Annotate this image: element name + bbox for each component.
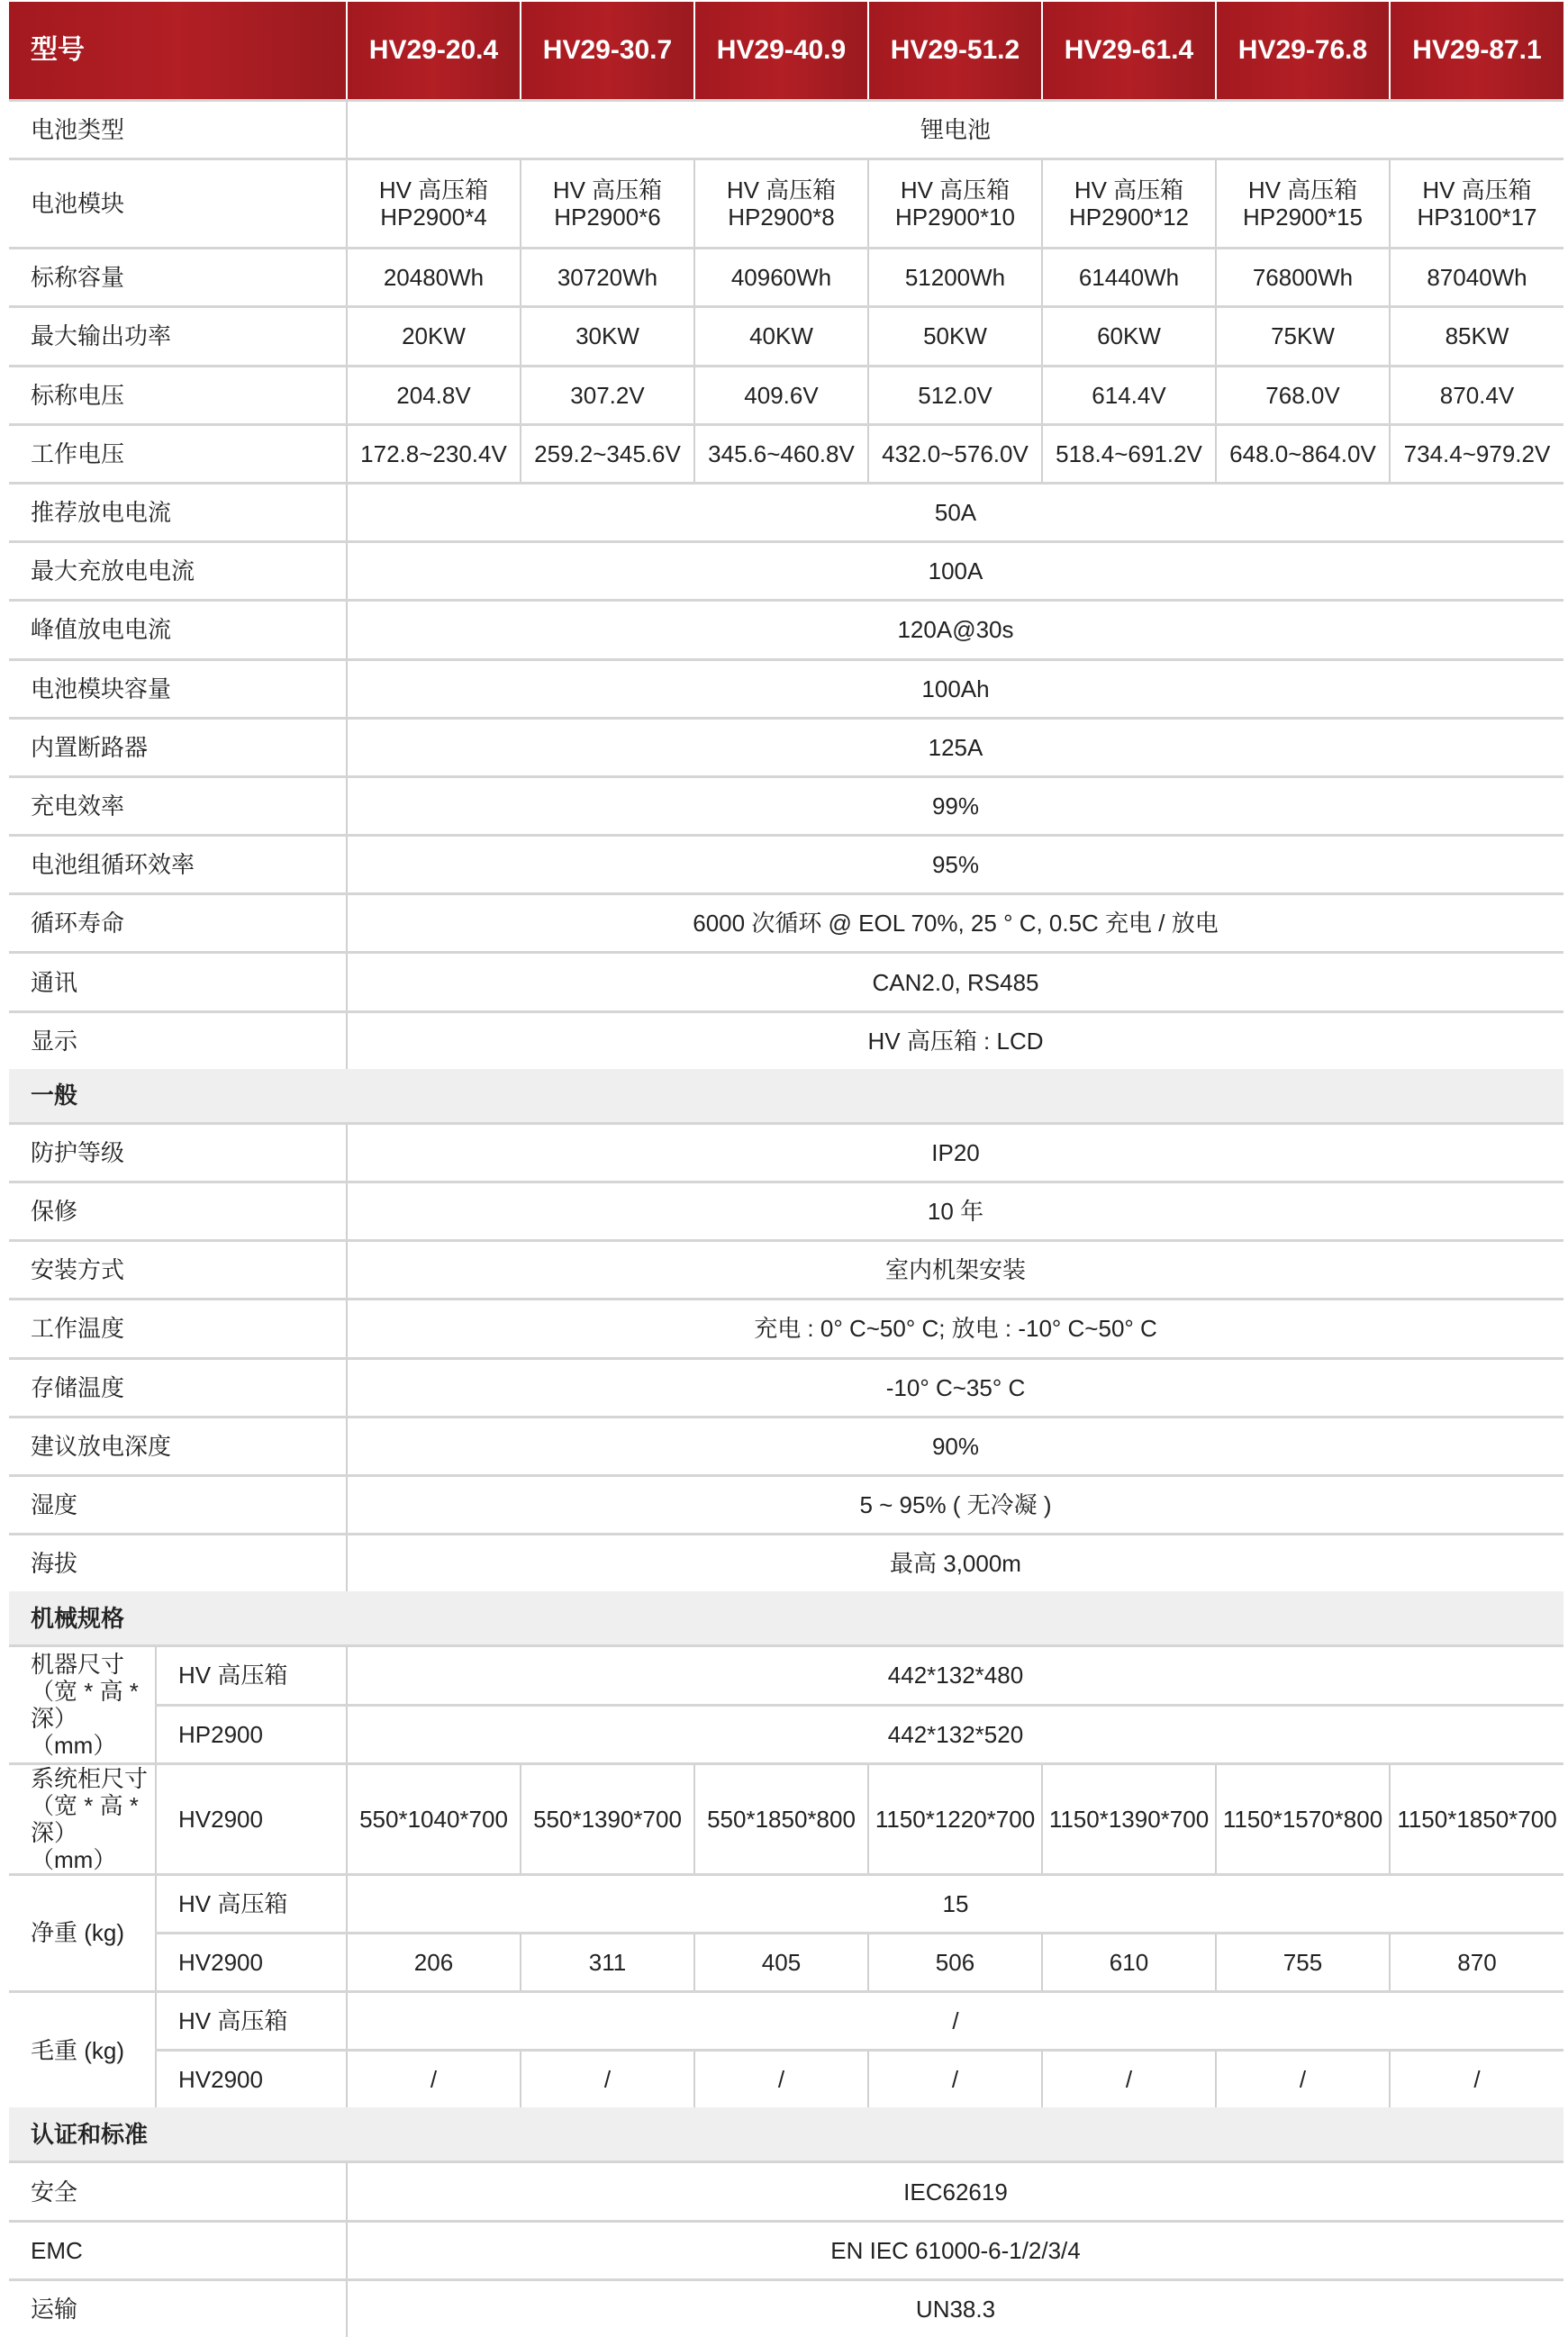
row-value: / [1390, 2051, 1563, 2108]
section-title: 认证和标准 [9, 2107, 1563, 2162]
row-value: 307.2V [521, 366, 694, 424]
row-label: 工作温度 [9, 1300, 347, 1358]
row-label: 毛重 (kg) [9, 1992, 156, 2108]
row-value: 550*1850*800 [694, 1763, 868, 1874]
spec-row [9, 483, 1563, 541]
row-value: / [1042, 2051, 1216, 2108]
row-label: 标称容量 [9, 249, 347, 307]
row-value: 60KW [1042, 307, 1216, 366]
row-label: 运输 [9, 2279, 347, 2337]
row-sublabel: HV 高压箱 [156, 1992, 347, 2051]
row-label: 安全 [9, 2162, 347, 2221]
row-label: 充电效率 [9, 776, 347, 835]
row-value: 6000 次循环 @ EOL 70%, 25 ° C, 0.5C 充电 / 放电 [347, 894, 1563, 953]
model-header: HV29-20.4 [347, 2, 521, 101]
spec-row [9, 1358, 1563, 1417]
row-value: 512.0V [868, 366, 1042, 424]
row-value: EN IEC 61000-6-1/2/3/4 [347, 2221, 1563, 2279]
row-label: 电池类型 [9, 101, 347, 159]
row-value: 40KW [694, 307, 868, 366]
row-value: 75KW [1216, 307, 1390, 366]
row-label: 保修 [9, 1182, 347, 1241]
row-value: 870 [1390, 1933, 1563, 1991]
row-sublabel: HP2900 [156, 1705, 347, 1763]
row-value: 95% [347, 836, 1563, 894]
row-label: 通讯 [9, 953, 347, 1011]
spec-row [9, 1763, 1563, 1874]
row-label: 存储温度 [9, 1358, 347, 1417]
row-value: 90% [347, 1417, 1563, 1475]
row-value: / [521, 2051, 694, 2108]
row-value: / [347, 2051, 521, 2108]
row-label: 显示 [9, 1011, 347, 1069]
model-header: HV29-40.9 [694, 2, 868, 101]
spec-row [9, 836, 1563, 894]
row-value: 409.6V [694, 366, 868, 424]
spec-row [9, 1475, 1563, 1534]
row-value: HV 高压箱 : LCD [347, 1011, 1563, 1069]
row-value: 76800Wh [1216, 249, 1390, 307]
row-value: 120A@30s [347, 601, 1563, 659]
row-value: / [1216, 2051, 1390, 2108]
row-value: 100Ah [347, 659, 1563, 718]
row-value: 614.4V [1042, 366, 1216, 424]
row-value: 1150*1220*700 [868, 1763, 1042, 1874]
row-label: 安装方式 [9, 1241, 347, 1300]
row-value: 充电 : 0° C~50° C; 放电 : -10° C~50° C [347, 1300, 1563, 1358]
row-value: 30KW [521, 307, 694, 366]
row-value: 172.8~230.4V [347, 424, 521, 483]
row-value: / [347, 1992, 1563, 2051]
row-value: 768.0V [1216, 366, 1390, 424]
row-value: 15 [347, 1874, 1563, 1933]
row-value: HV 高压箱 HP2900*4 [347, 159, 521, 249]
row-value: 125A [347, 718, 1563, 776]
row-value: 755 [1216, 1933, 1390, 1991]
row-value: HV 高压箱 HP2900*8 [694, 159, 868, 249]
row-value: 50KW [868, 307, 1042, 366]
spec-row [9, 1992, 1563, 2051]
row-label: 循环寿命 [9, 894, 347, 953]
row-value: 100A [347, 542, 1563, 601]
model-header: HV29-30.7 [521, 2, 694, 101]
section-row [9, 1069, 1563, 1124]
row-value: 50A [347, 483, 1563, 541]
row-value: 345.6~460.8V [694, 424, 868, 483]
row-value: 20KW [347, 307, 521, 366]
row-value: 20480Wh [347, 249, 521, 307]
row-value: HV 高压箱 HP2900*10 [868, 159, 1042, 249]
row-value: 85KW [1390, 307, 1563, 366]
spec-row [9, 776, 1563, 835]
row-value: 30720Wh [521, 249, 694, 307]
header-row [9, 2, 1563, 101]
row-value: IP20 [347, 1123, 1563, 1182]
row-value: 锂电池 [347, 101, 1563, 159]
section-row [9, 1591, 1563, 1646]
row-label: 推荐放电电流 [9, 483, 347, 541]
row-label: 建议放电深度 [9, 1417, 347, 1475]
model-header: HV29-76.8 [1216, 2, 1390, 101]
row-label: EMC [9, 2221, 347, 2279]
spec-row [9, 1182, 1563, 1241]
row-value: 87040Wh [1390, 249, 1563, 307]
row-value: 最高 3,000m [347, 1535, 1563, 1592]
row-label: 湿度 [9, 1475, 347, 1534]
row-label: 净重 (kg) [9, 1874, 156, 1991]
row-value: HV 高压箱 HP2900*15 [1216, 159, 1390, 249]
spec-row [9, 249, 1563, 307]
row-label: 工作电压 [9, 424, 347, 483]
header-label: 型号 [9, 2, 347, 101]
row-value: 870.4V [1390, 366, 1563, 424]
row-sublabel: HV2900 [156, 1933, 347, 1991]
row-value: 518.4~691.2V [1042, 424, 1216, 483]
spec-row [9, 894, 1563, 953]
row-label: 电池组循环效率 [9, 836, 347, 894]
row-label: 最大充放电电流 [9, 542, 347, 601]
row-value: 1150*1570*800 [1216, 1763, 1390, 1874]
row-value: 1150*1390*700 [1042, 1763, 1216, 1874]
spec-row [9, 1241, 1563, 1300]
spec-row [9, 601, 1563, 659]
row-sublabel: HV2900 [156, 2051, 347, 2108]
spec-row [9, 1646, 1563, 1705]
spec-row [9, 953, 1563, 1011]
row-label: 最大输出功率 [9, 307, 347, 366]
spec-row [9, 1933, 1563, 1991]
row-value: HV 高压箱 HP2900*6 [521, 159, 694, 249]
spec-body [9, 101, 1563, 2337]
model-header: HV29-87.1 [1390, 2, 1563, 101]
section-row [9, 2107, 1563, 2162]
row-value: HV 高压箱 HP3100*17 [1390, 159, 1563, 249]
row-value: 1150*1850*700 [1390, 1763, 1563, 1874]
row-value: 259.2~345.6V [521, 424, 694, 483]
row-value: 550*1040*700 [347, 1763, 521, 1874]
row-label: 海拔 [9, 1535, 347, 1592]
row-value: / [694, 2051, 868, 2108]
spec-row [9, 1123, 1563, 1182]
spec-row [9, 307, 1563, 366]
row-label: 内置断路器 [9, 718, 347, 776]
spec-row [9, 1300, 1563, 1358]
spec-table [9, 2, 1563, 2337]
row-value: 610 [1042, 1933, 1216, 1991]
spec-row [9, 659, 1563, 718]
spec-row [9, 424, 1563, 483]
spec-row [9, 1011, 1563, 1069]
row-label: 防护等级 [9, 1123, 347, 1182]
row-value: 734.4~979.2V [1390, 424, 1563, 483]
row-value: 442*132*480 [347, 1646, 1563, 1705]
row-value: IEC62619 [347, 2162, 1563, 2221]
row-value: 5 ~ 95% ( 无冷凝 ) [347, 1475, 1563, 1534]
spec-row [9, 101, 1563, 159]
row-label: 电池模块容量 [9, 659, 347, 718]
spec-row [9, 2221, 1563, 2279]
row-value: 506 [868, 1933, 1042, 1991]
section-title: 一般 [9, 1069, 1563, 1124]
row-value: 室内机架安装 [347, 1241, 1563, 1300]
spec-row [9, 2279, 1563, 2337]
row-label: 电池模块 [9, 159, 347, 249]
spec-row [9, 1535, 1563, 1592]
spec-row [9, 1417, 1563, 1475]
row-value: 61440Wh [1042, 249, 1216, 307]
row-value: 405 [694, 1933, 868, 1991]
row-value: 204.8V [347, 366, 521, 424]
row-value: 51200Wh [868, 249, 1042, 307]
row-sublabel: HV2900 [156, 1763, 347, 1874]
row-value: 442*132*520 [347, 1705, 1563, 1763]
row-value: -10° C~35° C [347, 1358, 1563, 1417]
row-value: 40960Wh [694, 249, 868, 307]
row-value: 550*1390*700 [521, 1763, 694, 1874]
row-value: CAN2.0, RS485 [347, 953, 1563, 1011]
row-label: 标称电压 [9, 366, 347, 424]
row-label: 峰值放电电流 [9, 601, 347, 659]
row-value: 10 年 [347, 1182, 1563, 1241]
spec-row [9, 718, 1563, 776]
row-value: UN38.3 [347, 2279, 1563, 2337]
spec-row [9, 1874, 1563, 1933]
model-header: HV29-61.4 [1042, 2, 1216, 101]
row-value: / [868, 2051, 1042, 2108]
row-label: 机器尺寸 （宽 * 高 * 深） （mm） [9, 1646, 156, 1763]
row-value: 99% [347, 776, 1563, 835]
spec-row [9, 1705, 1563, 1763]
model-header: HV29-51.2 [868, 2, 1042, 101]
spec-row [9, 2162, 1563, 2221]
row-value: 432.0~576.0V [868, 424, 1042, 483]
spec-row [9, 366, 1563, 424]
row-sublabel: HV 高压箱 [156, 1874, 347, 1933]
row-sublabel: HV 高压箱 [156, 1646, 347, 1705]
row-value: 206 [347, 1933, 521, 1991]
row-value: HV 高压箱 HP2900*12 [1042, 159, 1216, 249]
row-value: 648.0~864.0V [1216, 424, 1390, 483]
row-value: 311 [521, 1933, 694, 1991]
section-title: 机械规格 [9, 1591, 1563, 1646]
spec-row [9, 159, 1563, 249]
spec-row [9, 542, 1563, 601]
row-label: 系统柜尺寸 （宽 * 高 * 深） （mm） [9, 1763, 156, 1874]
spec-row [9, 2051, 1563, 2108]
